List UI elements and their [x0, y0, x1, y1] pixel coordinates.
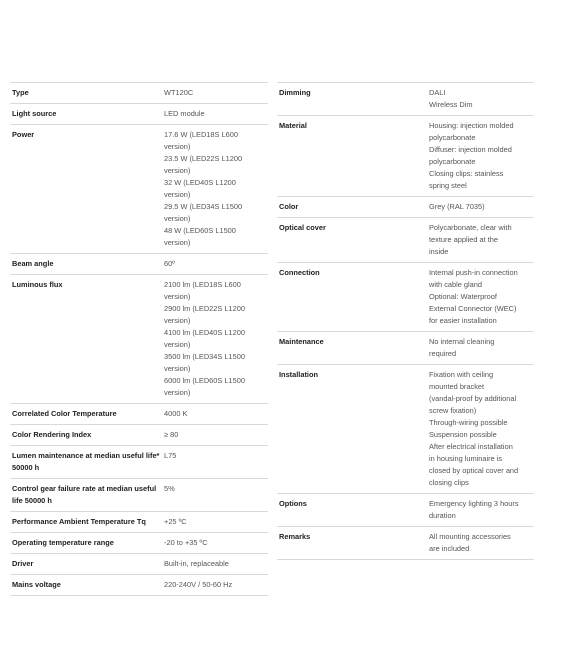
spec-row-mains-voltage	[10, 574, 268, 596]
spec-value-line: required	[429, 349, 457, 358]
spec-value-line: DALI	[429, 88, 446, 97]
spec-value-line: Polycarbonate, clear with	[429, 223, 512, 232]
spec-label: Optical cover	[279, 223, 326, 232]
spec-value-line: 23.5 W (LED22S L1200	[164, 154, 243, 163]
spec-table-right	[277, 82, 534, 560]
spec-value-line: in housing luminaire is	[429, 454, 503, 463]
spec-label: Driver	[12, 559, 34, 568]
spec-value-line: After electrical installation	[429, 442, 513, 451]
spec-value	[429, 369, 534, 489]
spec-label: Beam angle	[12, 259, 54, 268]
spec-row-dimming	[277, 82, 534, 115]
spec-label: Correlated Color Temperature	[12, 409, 117, 418]
spec-row-optical-cover	[277, 217, 534, 262]
spec-label: Luminous flux	[12, 280, 63, 289]
spec-value-line: 6000 lm (LED60S L1500	[164, 376, 245, 385]
spec-value-line: 4000 K	[164, 409, 188, 418]
spec-value-line: 4100 lm (LED40S L1200	[164, 328, 245, 337]
spec-value-line: 29.5 W (LED34S L1500	[164, 202, 243, 211]
spec-value-line: version)	[164, 142, 191, 151]
spec-label: Performance Ambient Temperature Tq	[12, 517, 146, 526]
spec-value	[164, 579, 268, 591]
spec-value-line: 220-240V / 50-60 Hz	[164, 580, 233, 589]
spec-label: Mains voltage	[12, 580, 61, 589]
spec-value-line: -20 to +35 ºC	[164, 538, 208, 547]
spec-value	[164, 87, 268, 99]
spec-table-left	[10, 82, 268, 596]
spec-value-line: 60º	[164, 259, 175, 268]
spec-value-line: 17.6 W (LED18S L600	[164, 130, 238, 139]
spec-value-line: inside	[429, 247, 449, 256]
spec-value-line: External Connector (WEC)	[429, 304, 517, 313]
spec-value-line: 2900 lm (LED22S L1200	[164, 304, 245, 313]
spec-row-options	[277, 493, 534, 526]
spec-value-line: 5%	[164, 484, 175, 493]
spec-value-line: with cable gland	[429, 280, 483, 289]
spec-value-line: Internal push-in connection	[429, 268, 518, 277]
spec-value	[164, 483, 268, 507]
spec-value-line: Suspension possible	[429, 430, 497, 439]
spec-label: Options	[279, 499, 307, 508]
spec-value	[164, 516, 268, 528]
spec-label: Material	[279, 121, 307, 130]
spec-row-remarks	[277, 526, 534, 560]
spec-value-line: are included	[429, 544, 470, 553]
spec-value-line: texture applied at the	[429, 235, 499, 244]
spec-value-line: version)	[164, 190, 191, 199]
spec-row-color-rendering-index	[10, 424, 268, 445]
spec-row-installation	[277, 364, 534, 493]
spec-value	[164, 558, 268, 570]
spec-value-line: L75	[164, 451, 177, 460]
spec-value-line: closing clips	[429, 478, 469, 487]
spec-value-line: spring steel	[429, 181, 467, 190]
spec-row-lumen-maintenance-at-median-useful-life-50000-h	[10, 445, 268, 478]
spec-row-maintenance	[277, 331, 534, 364]
spec-value-line: Emergency lighting 3 hours	[429, 499, 519, 508]
spec-value-line: 32 W (LED40S L1200	[164, 178, 236, 187]
spec-value-line: closed by optical cover and	[429, 466, 519, 475]
spec-label: Operating temperature range	[12, 538, 114, 547]
spec-value	[429, 336, 534, 360]
spec-value	[429, 201, 534, 213]
spec-row-correlated-color-temperature	[10, 403, 268, 424]
spec-row-material	[277, 115, 534, 196]
spec-value-line: duration	[429, 511, 456, 520]
spec-value-line: version)	[164, 364, 191, 373]
spec-label: Installation	[279, 370, 319, 379]
spec-value-line: WT120C	[164, 88, 194, 97]
spec-row-control-gear-failure-rate-at-median-useful-life-50000-h	[10, 478, 268, 511]
spec-value-line: Grey (RAL 7035)	[429, 202, 485, 211]
spec-value-line: version)	[164, 340, 191, 349]
spec-value-line: (vandal-proof by additional	[429, 394, 517, 403]
spec-label: Connection	[279, 268, 320, 277]
spec-value	[164, 108, 268, 120]
spec-label: Remarks	[279, 532, 311, 541]
spec-value	[164, 429, 268, 441]
spec-value-line: polycarbonate	[429, 157, 476, 166]
spec-row-color	[277, 196, 534, 217]
spec-value-line: for easier installation	[429, 316, 497, 325]
spec-value-line: LED module	[164, 109, 205, 118]
spec-value-line: 2100 lm (LED18S L600	[164, 280, 241, 289]
spec-value	[429, 531, 534, 555]
spec-value	[429, 87, 534, 111]
spec-value	[164, 450, 268, 474]
spec-value-line: version)	[164, 292, 191, 301]
spec-value	[164, 408, 268, 420]
spec-value-line: version)	[164, 166, 191, 175]
spec-value	[429, 267, 534, 327]
spec-row-type	[10, 82, 268, 103]
spec-label: Lumen maintenance at median useful life* 50000 h	[12, 451, 160, 472]
spec-row-light-source	[10, 103, 268, 124]
spec-value	[429, 222, 534, 258]
spec-value-line: Built-in, replaceable	[164, 559, 229, 568]
spec-row-power	[10, 124, 268, 253]
spec-value	[164, 258, 268, 270]
spec-row-beam-angle	[10, 253, 268, 274]
spec-value-line: No internal cleaning	[429, 337, 495, 346]
spec-value-line: Through-wiring possible	[429, 418, 508, 427]
spec-value-line: ≥ 80	[164, 430, 179, 439]
spec-value-line: 48 W (LED60S L1500	[164, 226, 236, 235]
spec-value-line: Fixation with ceiling	[429, 370, 494, 379]
spec-label: Light source	[12, 109, 57, 118]
spec-row-operating-temperature-range	[10, 532, 268, 553]
spec-value	[164, 279, 268, 399]
spec-value-line: version)	[164, 316, 191, 325]
spec-value	[164, 537, 268, 549]
spec-label: Color Rendering Index	[12, 430, 92, 439]
spec-label: Power	[12, 130, 35, 139]
spec-row-luminous-flux	[10, 274, 268, 403]
spec-row-performance-ambient-temperature-tq	[10, 511, 268, 532]
spec-value-line: 3500 lm (LED34S L1500	[164, 352, 245, 361]
spec-value-line: +25 ºC	[164, 517, 187, 526]
spec-value-line: screw fixation)	[429, 406, 477, 415]
spec-value-line: Diffuser: injection molded	[429, 145, 512, 154]
spec-row-connection	[277, 262, 534, 331]
spec-value-line: Closing clips: stainless	[429, 169, 504, 178]
spec-label: Dimming	[279, 88, 311, 97]
spec-value-line: Wireless Dim	[429, 100, 473, 109]
spec-value-line: version)	[164, 214, 191, 223]
spec-value-line: version)	[164, 238, 191, 247]
spec-label: Type	[12, 88, 29, 97]
spec-value-line: All mounting accessories	[429, 532, 511, 541]
spec-value	[429, 120, 534, 192]
spec-row-driver	[10, 553, 268, 574]
spec-value-line: Housing: injection molded	[429, 121, 514, 130]
spec-value-line: Optional: Waterproof	[429, 292, 497, 301]
spec-value-line: mounted bracket	[429, 382, 485, 391]
spec-value-line: version)	[164, 388, 191, 397]
spec-value	[164, 129, 268, 249]
spec-label: Color	[279, 202, 299, 211]
spec-label: Maintenance	[279, 337, 324, 346]
spec-label: Control gear failure rate at median useful life 50000 h	[12, 484, 157, 505]
spec-value-line: polycarbonate	[429, 133, 476, 142]
spec-value	[429, 498, 534, 522]
